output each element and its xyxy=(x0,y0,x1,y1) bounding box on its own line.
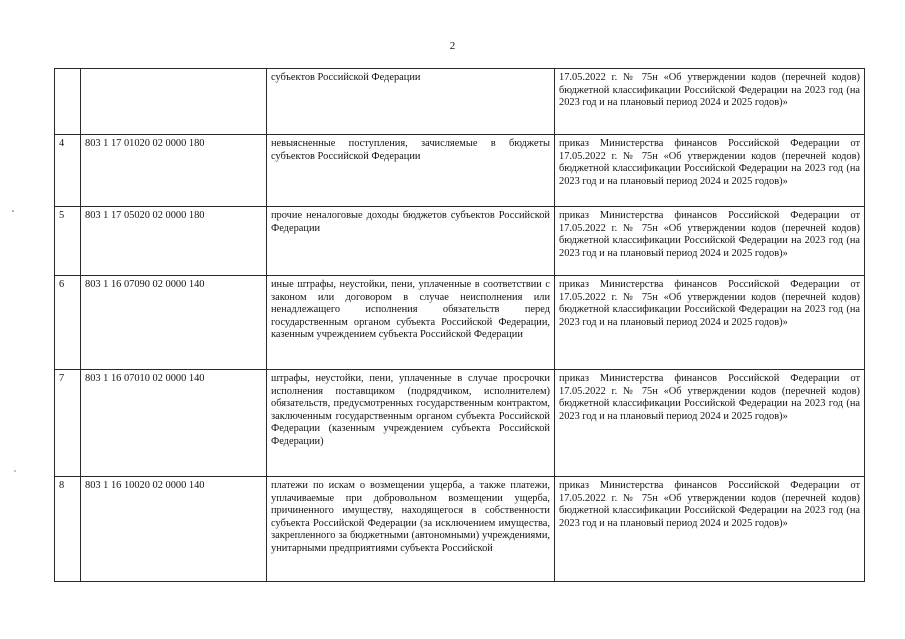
budget-code: 803 1 17 05020 02 0000 180 xyxy=(81,207,267,276)
budget-code: 803 1 17 01020 02 0000 180 xyxy=(81,135,267,207)
scan-speck xyxy=(12,210,14,212)
revenue-name: штрафы, неустойки, пени, уплаченные в случае просрочки исполнения поставщиком (подрядчиком, исполнителем) обязательств, предусмотренных государственным контрактом, заключенным государственным органом субъекта Российской Федерации (казенным учреждением субъекта Российской Федерации) xyxy=(267,370,555,477)
budget-code: 803 1 16 10020 02 0000 140 xyxy=(81,477,267,582)
budget-code xyxy=(81,69,267,135)
legal-basis: приказ Министерства финансов Российской Федерации от 17.05.2022 г. № 75н «Об утверждении кодов (перечней кодов) бюджетной классификации Российской Федерации на 2023 год (на 2023 год и на плановый период 2024 и 2025 годов)» xyxy=(555,135,865,207)
legal-basis: приказ Министерства финансов Российской Федерации от 17.05.2022 г. № 75н «Об утверждении кодов (перечней кодов) бюджетной классификации Российской Федерации на 2023 год (на 2023 год и на плановый период 2024 и 2025 годов)» xyxy=(555,276,865,370)
revenue-name: субъектов Российской Федерации xyxy=(267,69,555,135)
row-number: 4 xyxy=(55,135,81,207)
revenue-name: платежи по искам о возмещении ущерба, а также платежи, уплачиваемые при добровольном возмещении ущерба, причиненного имуществу, находящегося в собственности субъекта Российской Федерации (за исключением имущества, закрепленного за бюджетными (автономными) учреждениями, унитарными предприятиями субъекта Российской xyxy=(267,477,555,582)
table-row xyxy=(55,135,865,207)
legal-basis: приказ Министерства финансов Российской Федерации от 17.05.2022 г. № 75н «Об утверждении кодов (перечней кодов) бюджетной классификации Российской Федерации на 2023 год (на 2023 год и на плановый период 2024 и 2025 годов)» xyxy=(555,370,865,477)
page-number: 2 xyxy=(449,40,456,52)
revenue-name: иные штрафы, неустойки, пени, уплаченные в соответствии с законом или договором в случае неисполнения или ненадлежащего исполнения обязательств перед государственным органом субъекта Российской Федерации, казенным учреждением субъекта Российской Федерации xyxy=(267,276,555,370)
table-row xyxy=(55,477,865,582)
budget-code: 803 1 16 07010 02 0000 140 xyxy=(81,370,267,477)
revenue-name: прочие неналоговые доходы бюджетов субъектов Российской Федерации xyxy=(267,207,555,276)
table-row xyxy=(55,370,865,477)
table-row xyxy=(55,276,865,370)
row-number: 7 xyxy=(55,370,81,477)
table-row xyxy=(55,207,865,276)
row-number: 8 xyxy=(55,477,81,582)
scan-speck xyxy=(14,470,16,472)
row-number: 5 xyxy=(55,207,81,276)
row-number: 6 xyxy=(55,276,81,370)
revenue-codes-table xyxy=(54,68,865,582)
legal-basis: приказ Министерства финансов Российской Федерации от 17.05.2022 г. № 75н «Об утверждении кодов (перечней кодов) бюджетной классификации Российской Федерации на 2023 год (на 2023 год и на плановый период 2024 и 2025 годов)» xyxy=(555,477,865,582)
legal-basis: 17.05.2022 г. № 75н «Об утверждении кодов (перечней кодов) бюджетной классификации Российской Федерации на 2023 год (на 2023 год и на плановый период 2024 и 2025 годов)» xyxy=(555,69,865,135)
legal-basis: приказ Министерства финансов Российской Федерации от 17.05.2022 г. № 75н «Об утверждении кодов (перечней кодов) бюджетной классификации Российской Федерации на 2023 год (на 2023 год и на плановый период 2024 и 2025 годов)» xyxy=(555,207,865,276)
row-number xyxy=(55,69,81,135)
revenue-name: невыясненные поступления, зачисляемые в бюджеты субъектов Российской Федерации xyxy=(267,135,555,207)
table-row xyxy=(55,69,865,135)
budget-code: 803 1 16 07090 02 0000 140 xyxy=(81,276,267,370)
